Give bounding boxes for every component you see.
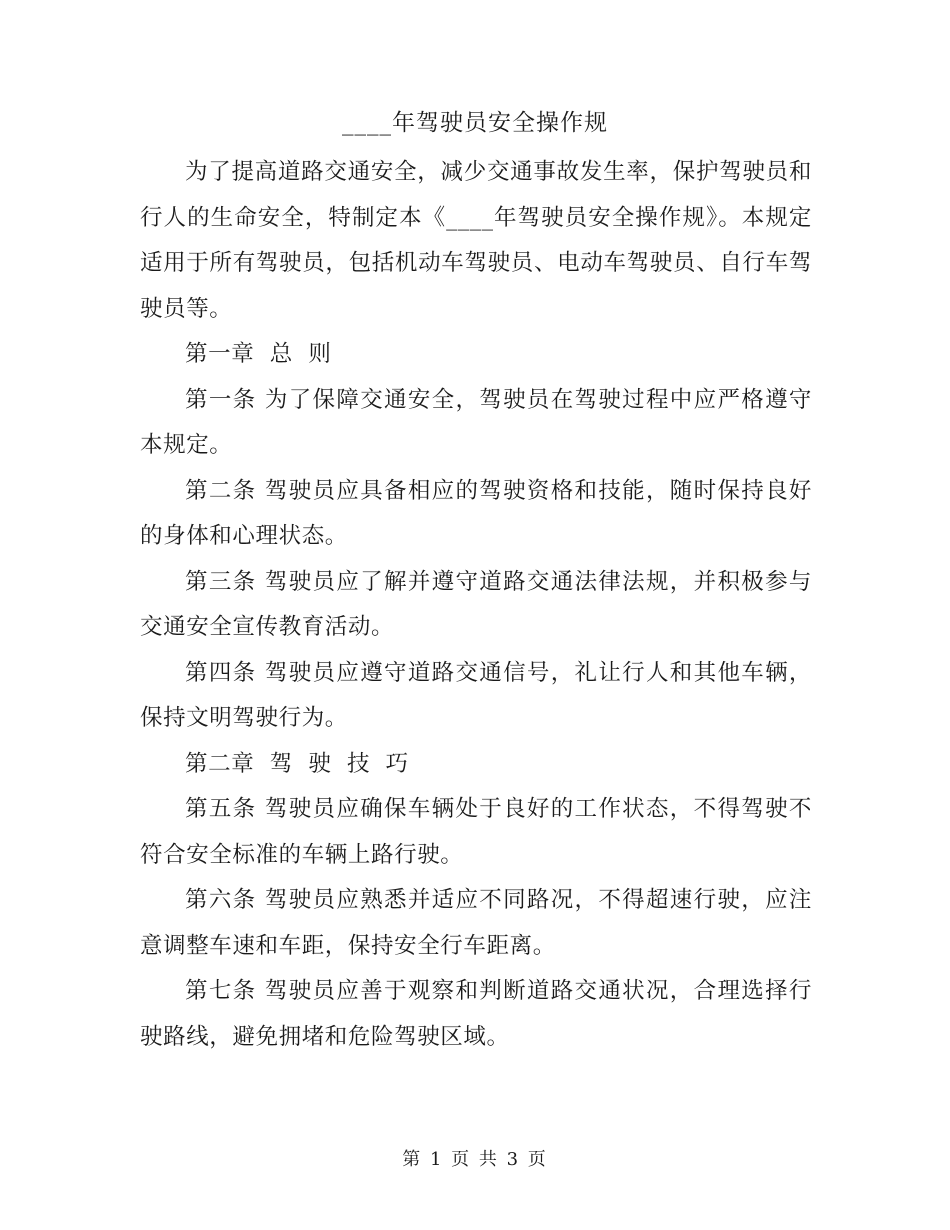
document-title: ____年驾驶员安全操作规 bbox=[342, 110, 608, 136]
intro-paragraph: 为了提高道路交通安全，减少交通事故发生率，保护驾驶员和行人的生命安全，特制定本《____年驾驶员安全操作规》。本规定适用于所有驾驶员，包括机动车驾驶员、电动车驾驶员、自行车驾驶员等。 bbox=[140, 159, 812, 322]
page-number-footer: 第 1 页 共 3 页 bbox=[402, 1149, 548, 1170]
chapter-2-heading: 第二章 驾 驶 技 巧 bbox=[185, 750, 409, 777]
article-4: 第四条 驾驶员应遵守道路交通信号，礼让行人和其他车辆，保持文明驾驶行为。 bbox=[140, 659, 812, 731]
article-5: 第五条 驾驶员应确保车辆处于良好的工作状态，不得驾驶不符合安全标准的车辆上路行驶。 bbox=[140, 796, 812, 868]
article-2: 第二条 驾驶员应具备相应的驾驶资格和技能，随时保持良好的身体和心理状态。 bbox=[140, 477, 812, 549]
article-7: 第七条 驾驶员应善于观察和判断道路交通状况，合理选择行驶路线，避免拥堵和危险驾驶区域。 bbox=[140, 978, 812, 1050]
article-1: 第一条 为了保障交通安全，驾驶员在驾驶过程中应严格遵守本规定。 bbox=[140, 386, 812, 458]
document-body bbox=[140, 150, 812, 1060]
article-6: 第六条 驾驶员应熟悉并适应不同路况，不得超速行驶，应注意调整车速和车距，保持安全行车距离。 bbox=[140, 887, 812, 959]
chapter-1-heading: 第一章 总 则 bbox=[185, 341, 332, 367]
article-3: 第三条 驾驶员应了解并遵守道路交通法律法规，并积极参与交通安全宣传教育活动。 bbox=[140, 568, 812, 640]
